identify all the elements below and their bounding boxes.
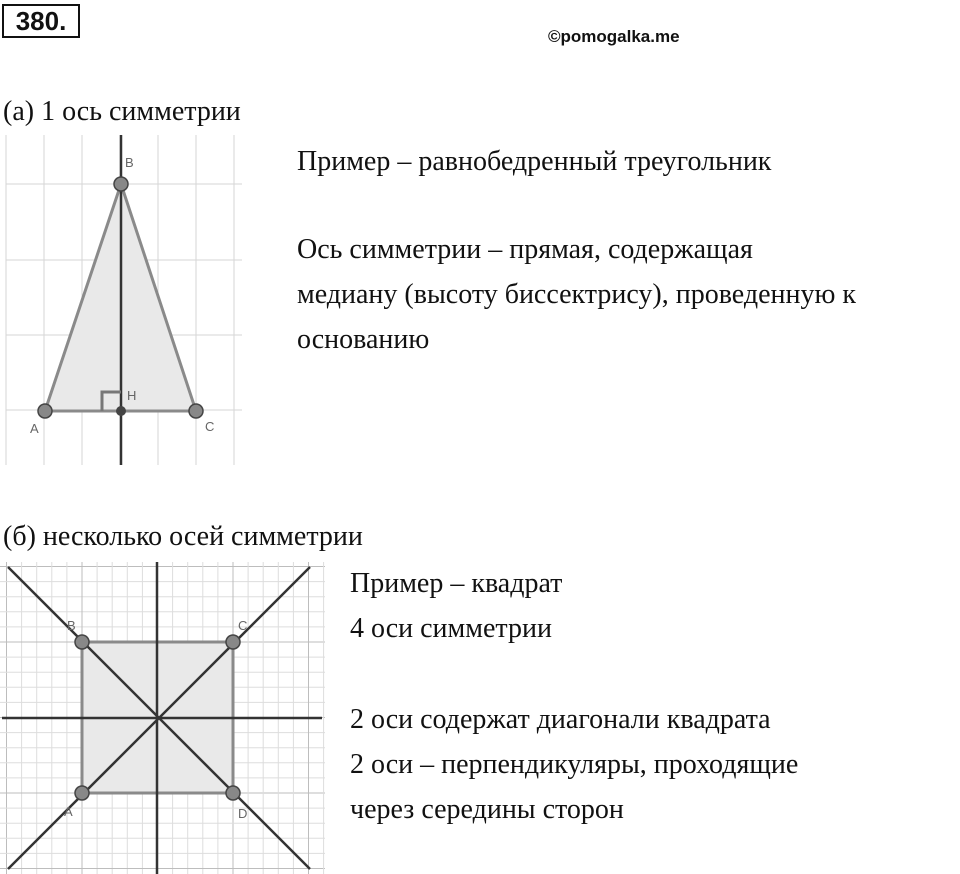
axis-line-2: медиану (высоту биссектрису), проведенную к (297, 279, 857, 310)
label-d: D (238, 806, 248, 821)
isosceles-triangle-figure (0, 135, 250, 470)
label-b: B (125, 155, 134, 170)
axes-line-1: 2 оси содержат диагонали квадрата (350, 704, 771, 735)
label-c: C (205, 419, 215, 434)
watermark: ©pomogalka.me (548, 27, 680, 46)
axes-line-2: 2 оси – перпендикуляры, проходящие (350, 749, 799, 780)
square-figure (0, 562, 325, 874)
point-h (116, 406, 126, 416)
axis-line-1: Ось симметрии – прямая, содержащая (297, 234, 753, 265)
label-a: A (64, 804, 73, 819)
part-b-text (350, 561, 562, 651)
part-a-axis-description (297, 227, 856, 362)
point-c (189, 404, 203, 418)
part-b-count: 4 оси симметрии (350, 613, 552, 644)
point-b (114, 177, 128, 191)
part-a-example: Пример – равнобедренный треугольник (297, 146, 772, 177)
part-b-heading: (б) несколько осей симметрии (3, 521, 363, 552)
part-b-example: Пример – квадрат (350, 568, 563, 599)
label-h: H (127, 388, 137, 403)
label-b: B (67, 618, 76, 633)
point-a (75, 786, 89, 800)
label-c: C (238, 618, 248, 633)
axes-line-3: через середины сторон (350, 794, 624, 825)
point-a (38, 404, 52, 418)
problem-number: 380. (2, 4, 80, 38)
part-b-axes-description (350, 697, 798, 832)
point-c (226, 635, 240, 649)
label-a: A (30, 421, 39, 436)
point-d (226, 786, 240, 800)
part-a-heading: (а) 1 ось симметрии (3, 96, 241, 127)
axis-line-3: основанию (297, 324, 430, 355)
point-b (75, 635, 89, 649)
